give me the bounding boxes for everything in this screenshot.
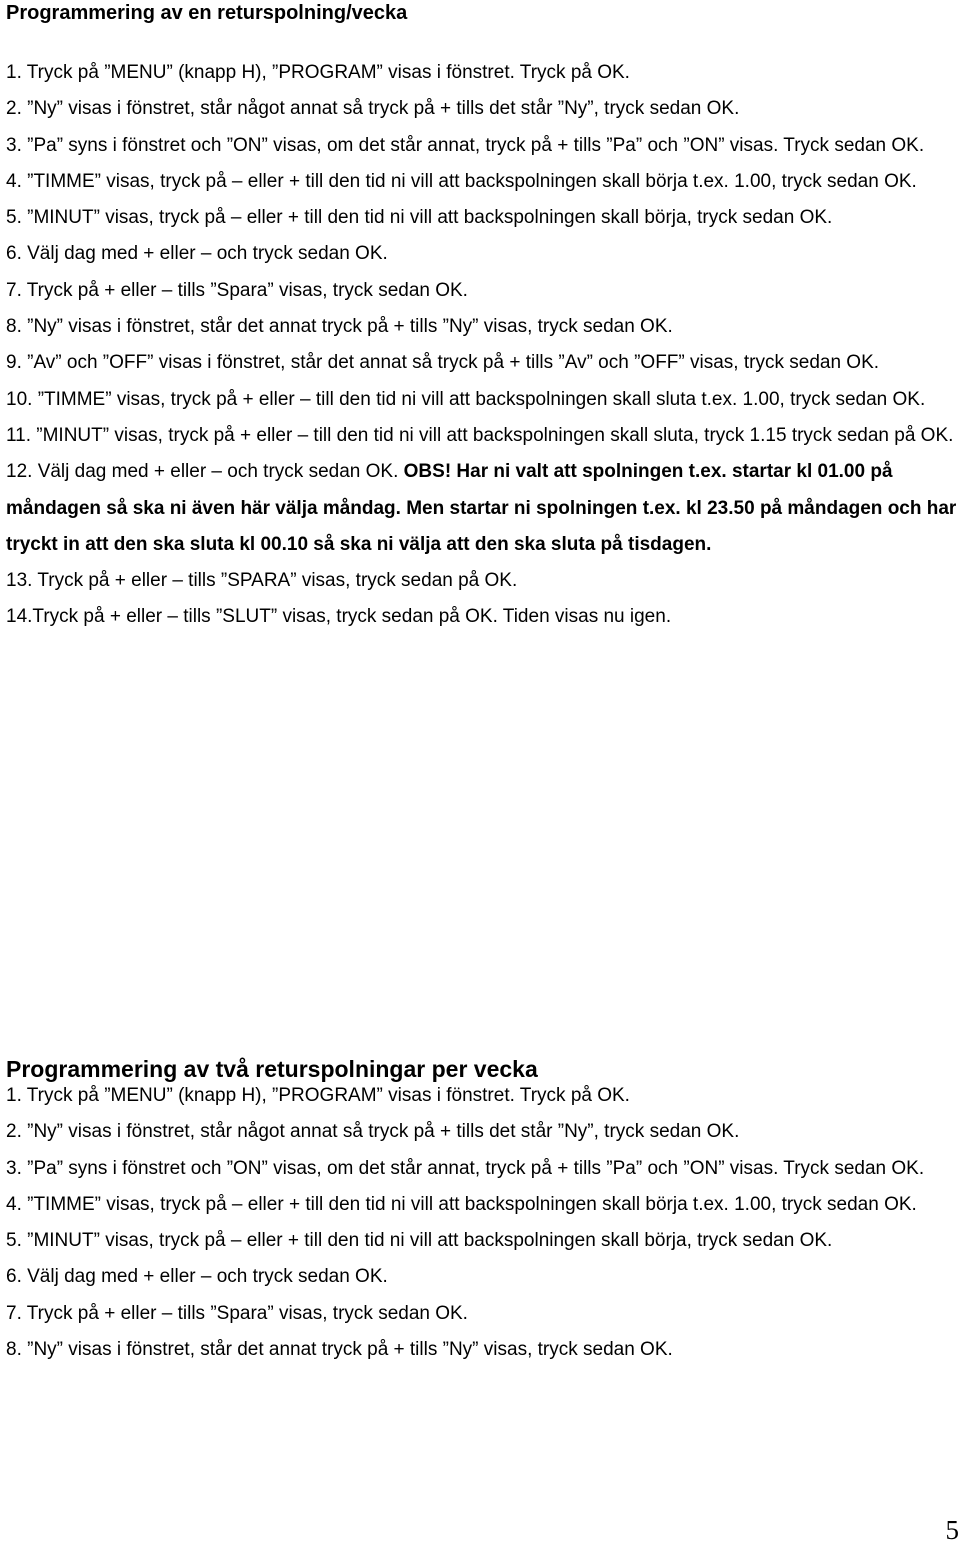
steps-list-one-backwash bbox=[6, 55, 958, 636]
step-item: 6. Välj dag med + eller – och tryck sedan OK. bbox=[6, 1266, 388, 1288]
step-item: 1. Tryck på ”MENU” (knapp H), ”PROGRAM” visas i fönstret. Tryck på OK. bbox=[6, 62, 630, 83]
step-item: 11. ”MINUT” visas, tryck på + eller – till den tid ni vill att backspolningen skall sluta, tryck 1.15 tryck sedan på OK. bbox=[6, 424, 954, 446]
step-item: 5. ”MINUT” visas, tryck på – eller + till den tid ni vill att backspolningen skall börja, tryck sedan OK. bbox=[6, 1230, 833, 1252]
step-item: 5. ”MINUT” visas, tryck på – eller + till den tid ni vill att backspolningen skall börja, tryck sedan OK. bbox=[6, 207, 833, 229]
step-item: 9. ”Av” och ”OFF” visas i fönstret, står det annat så tryck på + tills ”Av” och ”OFF” visas, tryck sedan OK. bbox=[6, 352, 880, 374]
step-item-with-note bbox=[6, 454, 958, 563]
section-title-two-backwashes-per-week: Programmering av två returspolningar per vecka bbox=[6, 1056, 538, 1082]
step-item: 4. ”TIMME” visas, tryck på – eller + till den tid ni vill att backspolningen skall börja t.ex. 1.00, tryck sedan OK. bbox=[6, 170, 917, 192]
step-item: 3. ”Pa” syns i fönstret och ”ON” visas, om det står annat, tryck på + tills ”Pa” och ”ON” visas. Tryck sedan OK. bbox=[6, 1157, 925, 1179]
step-item: 4. ”TIMME” visas, tryck på – eller + till den tid ni vill att backspolningen skall börja t.ex. 1.00, tryck sedan OK. bbox=[6, 1193, 917, 1215]
step-item: 6. Välj dag med + eller – och tryck sedan OK. bbox=[6, 243, 388, 265]
step-item: 10. ”TIMME” visas, tryck på + eller – till den tid ni vill att backspolningen skall sluta t.ex. 1.00, tryck sedan OK. bbox=[6, 388, 926, 410]
step-item: 14.Tryck på + eller – tills ”SLUT” visas, tryck sedan på OK. Tiden visas nu igen. bbox=[6, 606, 672, 628]
obs-note: OBS! Har ni valt att spolningen t.ex. startar kl 01.00 på måndagen så ska ni även här välja måndag. Men startar ni spolningen t.ex. kl 23.50 på måndagen och har tryckt in att den ska sluta kl 00.10 så ska ni välja att den ska sluta på tisdagen. bbox=[6, 461, 957, 555]
page-number: 5 bbox=[945, 1515, 959, 1545]
step-item: 1. Tryck på ”MENU” (knapp H), ”PROGRAM” visas i fönstret. Tryck på OK. bbox=[6, 1085, 630, 1106]
step-item: 8. ”Ny” visas i fönstret, står det annat tryck på + tills ”Ny” visas, tryck sedan OK. bbox=[6, 316, 673, 338]
steps-list-two-backwashes bbox=[6, 1078, 958, 1368]
step-item: 8. ”Ny” visas i fönstret, står det annat tryck på + tills ”Ny” visas, tryck sedan OK. bbox=[6, 1339, 673, 1361]
step-item: 7. Tryck på + eller – tills ”Spara” visas, tryck sedan OK. bbox=[6, 1302, 468, 1324]
step-item: 2. ”Ny” visas i fönstret, står något annat så tryck på + tills det står ”Ny”, tryck sedan OK. bbox=[6, 1121, 740, 1143]
step-item: 2. ”Ny” visas i fönstret, står något annat så tryck på + tills det står ”Ny”, tryck sedan OK. bbox=[6, 98, 740, 120]
step-item: 13. Tryck på + eller – tills ”SPARA” visas, tryck sedan på OK. bbox=[6, 570, 518, 592]
step-item: 7. Tryck på + eller – tills ”Spara” visas, tryck sedan OK. bbox=[6, 279, 468, 301]
step-text: 12. Välj dag med + eller – och tryck sedan OK. bbox=[6, 461, 404, 483]
step-item: 3. ”Pa” syns i fönstret och ”ON” visas, om det står annat, tryck på + tills ”Pa” och ”ON” visas. Tryck sedan OK. bbox=[6, 134, 925, 156]
section-title-one-backwash-per-week: Programmering av en returspolning/vecka bbox=[6, 2, 408, 24]
